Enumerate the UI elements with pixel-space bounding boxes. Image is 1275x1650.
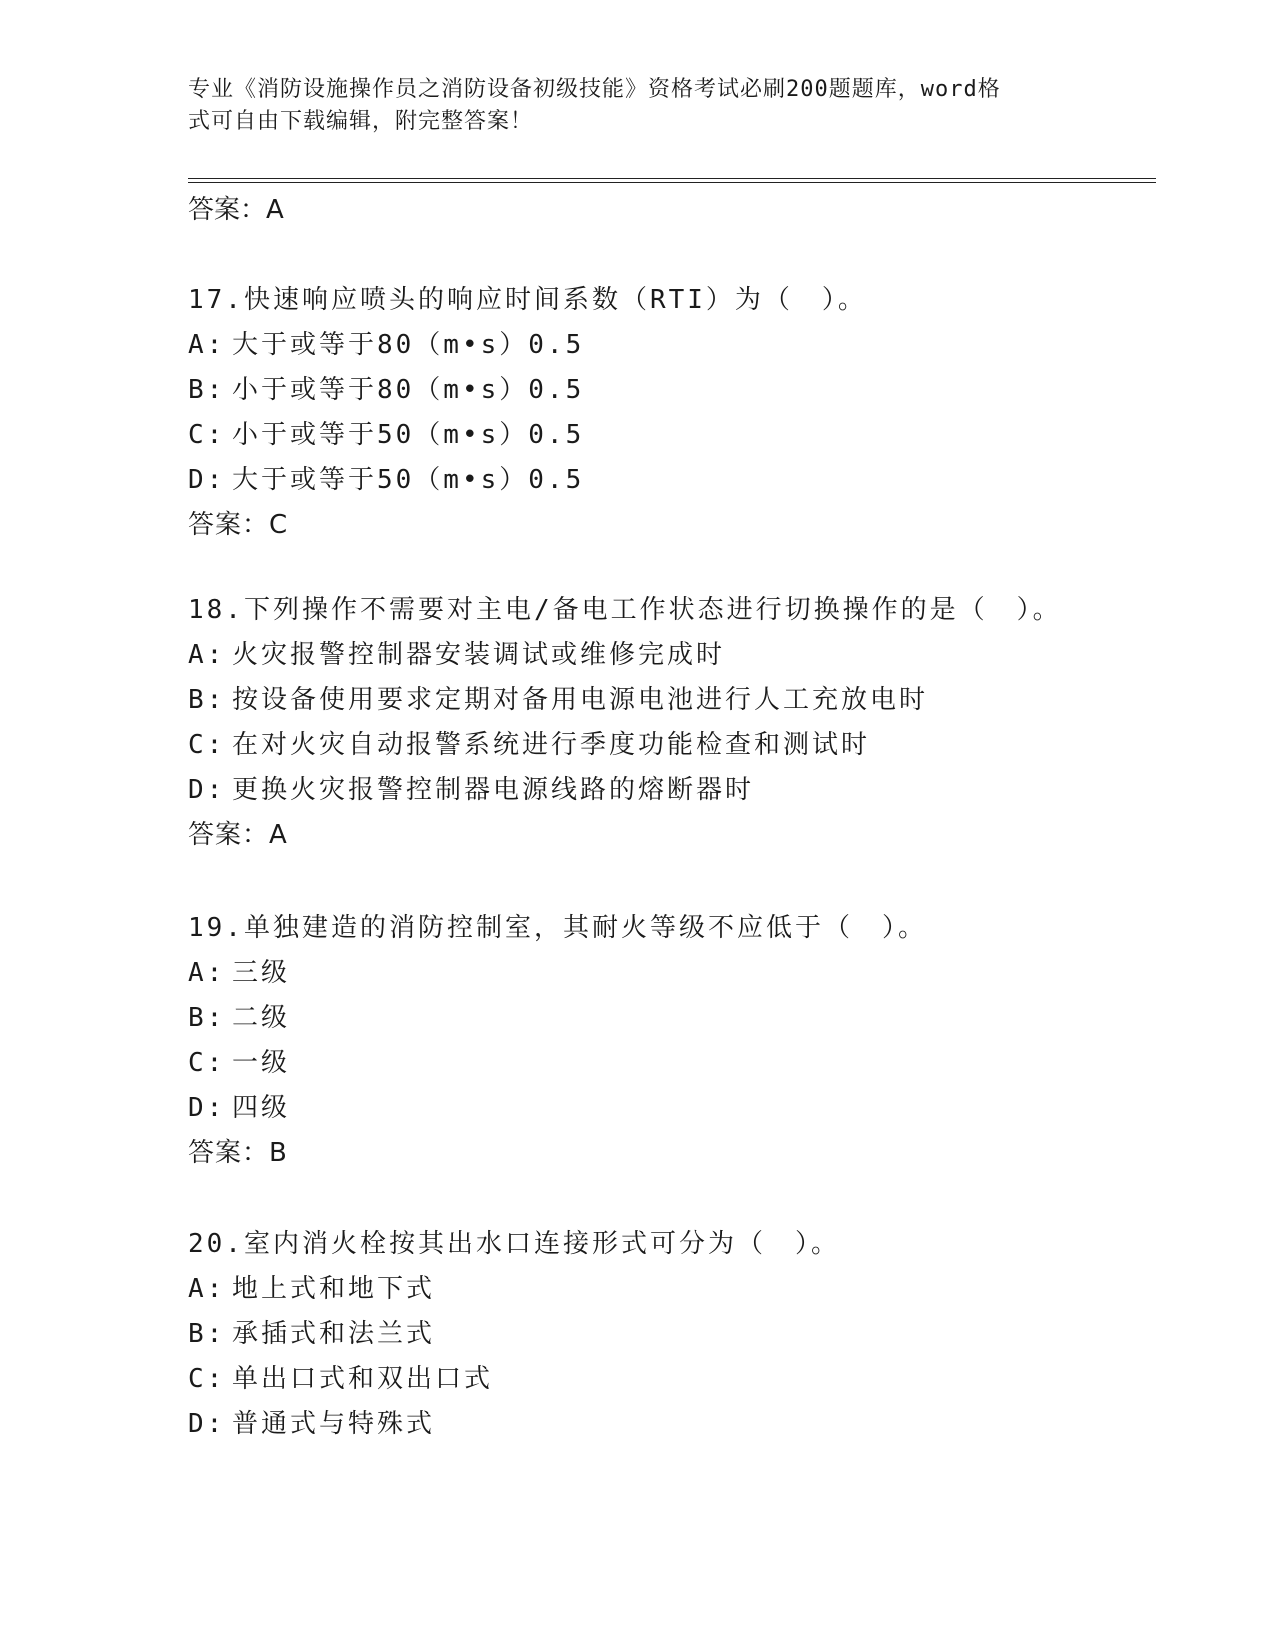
header-line-2: 式可自由下载编辑，附完整答案！ (188, 109, 534, 134)
header-line-1: 专业《消防设施操作员之消防设备初级技能》资格考试必刷200题题库，word格 (188, 77, 1001, 102)
question-19 (188, 906, 1148, 1176)
question-text: 19.单独建造的消防控制室，其耐火等级不应低于（ ）。 (188, 913, 927, 943)
option-c (188, 1041, 1148, 1086)
option-c (188, 1357, 1148, 1402)
option-a (188, 323, 1148, 368)
option-d (188, 768, 1148, 813)
header-divider-top (188, 178, 1156, 179)
option-key: A: (188, 958, 226, 988)
option-text: 一级 (232, 1048, 291, 1078)
option-text: 小于或等于80（m•s）0.5 (232, 375, 585, 405)
option-b (188, 678, 1148, 723)
option-a (188, 633, 1148, 678)
header-divider-bottom (188, 182, 1156, 183)
option-text: 单出口式和双出口式 (232, 1364, 494, 1394)
question-text: 17.快速响应喷头的响应时间系数（RTI）为（ ）。 (188, 285, 867, 315)
question-20 (188, 1222, 1148, 1447)
option-key: A: (188, 330, 226, 360)
option-a (188, 951, 1148, 996)
option-key: B: (188, 1319, 226, 1349)
option-d (188, 1402, 1148, 1447)
option-b (188, 1312, 1148, 1357)
option-text: 承插式和法兰式 (232, 1319, 436, 1349)
answer: 答案：A (188, 820, 288, 850)
option-text: 普通式与特殊式 (232, 1409, 436, 1439)
option-text: 更换火灾报警控制器电源线路的熔断器时 (232, 775, 755, 805)
previous-answer: 答案：A (188, 195, 284, 225)
option-key: D: (188, 1409, 226, 1439)
question-text: 20.室内消火栓按其出水口连接形式可分为（ ）。 (188, 1229, 840, 1259)
option-text: 小于或等于50（m•s）0.5 (232, 420, 585, 450)
option-b (188, 996, 1148, 1041)
option-key: C: (188, 1048, 226, 1078)
option-text: 地上式和地下式 (232, 1274, 436, 1304)
option-text: 二级 (232, 1003, 291, 1033)
option-key: C: (188, 730, 226, 760)
answer: 答案：B (188, 1138, 288, 1168)
option-key: B: (188, 685, 226, 715)
option-key: C: (188, 1364, 226, 1394)
option-a (188, 1267, 1148, 1312)
option-key: D: (188, 1093, 226, 1123)
option-d (188, 1086, 1148, 1131)
option-text: 按设备使用要求定期对备用电源电池进行人工充放电时 (232, 685, 929, 715)
question-text: 18.下列操作不需要对主电/备电工作状态进行切换操作的是（ ）。 (188, 595, 1062, 625)
option-text: 在对火灾自动报警系统进行季度功能检查和测试时 (232, 730, 871, 760)
question-17 (188, 278, 1148, 548)
answer: 答案：C (188, 510, 289, 540)
option-text: 大于或等于80（m•s）0.5 (232, 330, 585, 360)
option-c (188, 723, 1148, 768)
question-18 (188, 588, 1148, 858)
option-text: 火灾报警控制器安装调试或维修完成时 (232, 640, 726, 670)
option-text: 三级 (232, 958, 291, 988)
option-d (188, 458, 1148, 503)
option-key: D: (188, 775, 226, 805)
option-key: B: (188, 375, 226, 405)
option-key: D: (188, 465, 226, 495)
option-c (188, 413, 1148, 458)
page-header (188, 74, 1068, 138)
option-text: 四级 (232, 1093, 291, 1123)
option-key: A: (188, 1274, 226, 1304)
option-key: C: (188, 420, 226, 450)
option-key: B: (188, 1003, 226, 1033)
option-b (188, 368, 1148, 413)
option-key: A: (188, 640, 226, 670)
option-text: 大于或等于50（m•s）0.5 (232, 465, 585, 495)
